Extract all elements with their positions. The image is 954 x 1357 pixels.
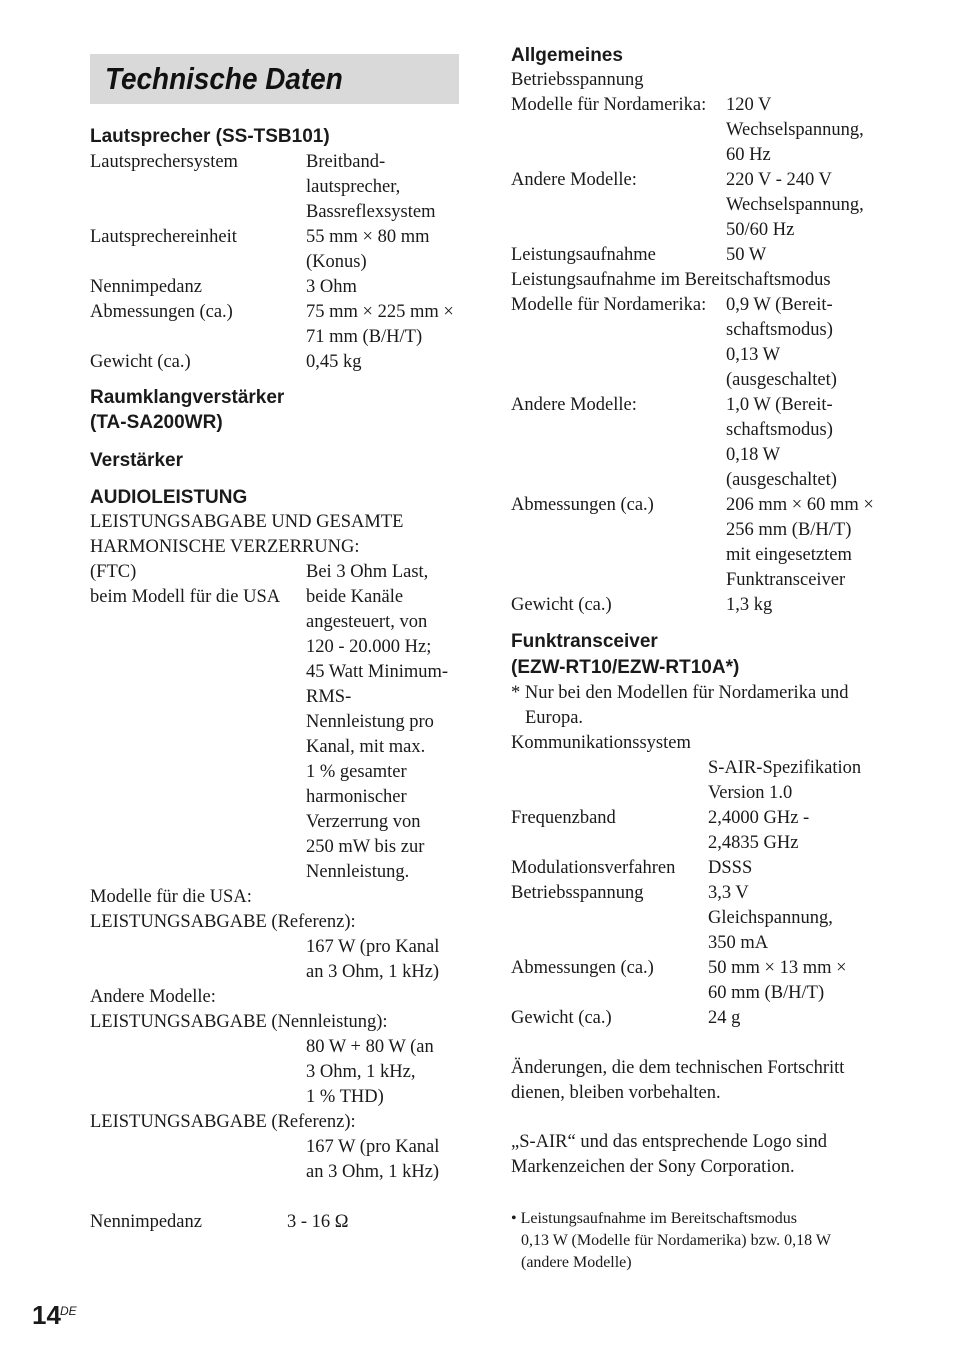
intro-text: HARMONISCHE VERZERRUNG: xyxy=(90,537,360,557)
spec-value: DSSS xyxy=(708,858,753,878)
spec-value: Bei 3 Ohm Last, xyxy=(306,562,429,582)
spec-label: Nennimpedanz xyxy=(90,277,202,297)
sub-heading-verstaerker: Verstärker xyxy=(90,450,183,471)
spec-value: 60 Hz xyxy=(726,145,771,165)
spec-label: Lautsprechereinheit xyxy=(90,227,237,247)
spec-value: 220 V - 240 V xyxy=(726,170,832,190)
spec-value: (ausgeschaltet) xyxy=(726,370,837,390)
spec-value: an 3 Ohm, 1 kHz) xyxy=(306,1162,440,1182)
spec-value: 75 mm × 225 mm × xyxy=(306,302,454,322)
bullet-note: 0,13 W (Modelle für Nordamerika) bzw. 0,18 W xyxy=(521,1232,831,1249)
spec-value: 2,4000 GHz - xyxy=(708,808,810,828)
section-heading-allgemeines: Allgemeines xyxy=(511,45,623,66)
section-heading-raumklang-model: (TA-SA200WR) xyxy=(90,412,223,433)
intro-text: LEISTUNGSABGABE UND GESAMTE xyxy=(90,512,404,532)
spec-value: Version 1.0 xyxy=(708,783,793,803)
spec-value: 1 % gesamter xyxy=(306,762,407,782)
spec-label: Andere Modelle: xyxy=(511,395,637,415)
spec-value: 1,0 W (Bereit- xyxy=(726,395,833,415)
spec-label: Modelle für die USA: xyxy=(90,887,252,907)
spec-value: angesteuert, von xyxy=(306,612,428,632)
spec-value: Nennleistung. xyxy=(306,862,410,882)
spec-label: Abmessungen (ca.) xyxy=(90,302,233,322)
note-changes: dienen, bleiben vorbehalten. xyxy=(511,1083,721,1103)
spec-label: Kommunikationssystem xyxy=(511,733,691,753)
spec-value: Wechselspannung, xyxy=(726,120,864,140)
spec-label: Modelle für Nordamerika: xyxy=(511,95,707,115)
page-number: 14 xyxy=(32,1300,61,1330)
spec-value: 0,18 W xyxy=(726,445,781,465)
spec-value: 60 mm (B/H/T) xyxy=(708,983,825,1003)
spec-value: 50 mm × 13 mm × xyxy=(708,958,847,978)
spec-label: Andere Modelle: xyxy=(511,170,637,190)
bullet-note: (andere Modelle) xyxy=(521,1254,632,1271)
spec-value: 250 mW bis zur xyxy=(306,837,425,857)
spec-value: 1,3 kg xyxy=(726,595,773,615)
spec-label: Abmessungen (ca.) xyxy=(511,958,654,978)
spec-value: 0,9 W (Bereit- xyxy=(726,295,833,315)
spec-value: 167 W (pro Kanal xyxy=(306,937,440,957)
spec-value: (Konus) xyxy=(306,252,367,272)
spec-value: Nennleistung pro xyxy=(306,712,434,732)
spec-value: Verzerrung von xyxy=(306,812,421,832)
spec-label: Modelle für Nordamerika: xyxy=(511,295,707,315)
spec-value: 3,3 V xyxy=(708,883,749,903)
spec-label: Frequenzband xyxy=(511,808,616,828)
spec-value: 1 % THD) xyxy=(306,1087,384,1107)
spec-label: Gewicht (ca.) xyxy=(511,595,612,615)
spec-value: 45 Watt Minimum- xyxy=(306,662,449,682)
spec-value: 2,4835 GHz xyxy=(708,833,799,853)
spec-value: Funktransceiver xyxy=(726,570,846,590)
spec-value: Kanal, mit max. xyxy=(306,737,426,757)
spec-value: 120 V xyxy=(726,95,772,115)
spec-value: 24 g xyxy=(708,1008,741,1028)
spec-value: S-AIR-Spezifikation xyxy=(708,758,862,778)
spec-value: 55 mm × 80 mm xyxy=(306,227,430,247)
spec-label: Gewicht (ca.) xyxy=(511,1008,612,1028)
spec-label: Betriebsspannung xyxy=(511,70,644,90)
spec-value: 71 mm (B/H/T) xyxy=(306,327,423,347)
bullet-note: • Leistungsaufnahme im Bereitschaftsmodus xyxy=(511,1210,797,1227)
spec-value: mit eingesetztem xyxy=(726,545,852,565)
spec-value: 0,45 kg xyxy=(306,352,362,372)
spec-value: 80 W + 80 W (an xyxy=(306,1037,434,1057)
section-heading-funktransceiver-model: (EZW-RT10/EZW-RT10A*) xyxy=(511,657,740,678)
spec-label: Betriebsspannung xyxy=(511,883,644,903)
spec-value: Breitband- xyxy=(306,152,386,172)
spec-label: Lautsprechersystem xyxy=(90,152,238,172)
spec-value: schaftsmodus) xyxy=(726,420,833,440)
section-heading-lautsprecher: Lautsprecher (SS-TSB101) xyxy=(90,126,330,147)
spec-label: Modulationsverfahren xyxy=(511,858,676,878)
sub-heading-audioleistung: AUDIOLEISTUNG xyxy=(90,487,248,508)
title-banner xyxy=(90,54,459,104)
spec-value: (ausgeschaltet) xyxy=(726,470,837,490)
spec-value: 3 Ohm xyxy=(306,277,357,297)
spec-value: 256 mm (B/H/T) xyxy=(726,520,852,540)
spec-label: LEISTUNGSABGABE (Nennleistung): xyxy=(90,1012,388,1032)
note-changes: Änderungen, die dem technischen Fortschritt xyxy=(511,1058,845,1078)
spec-value: 206 mm × 60 mm × xyxy=(726,495,874,515)
page-language: DE xyxy=(60,1304,77,1318)
spec-value: lautsprecher, xyxy=(306,177,401,197)
spec-value: 350 mA xyxy=(708,933,769,953)
spec-label: Leistungsaufnahme xyxy=(511,245,656,265)
footnote-text: * Nur bei den Modellen für Nordamerika und xyxy=(511,683,849,703)
page-title: Technische Daten xyxy=(105,61,343,96)
footnote-text: Europa. xyxy=(525,708,584,728)
spec-label: (FTC) xyxy=(90,562,137,582)
spec-value: 0,13 W xyxy=(726,345,781,365)
spec-value: Gleichspannung, xyxy=(708,908,833,928)
spec-label: LEISTUNGSABGABE (Referenz): xyxy=(90,912,356,932)
spec-value: 3 - 16 Ω xyxy=(287,1212,349,1232)
spec-value: RMS- xyxy=(306,687,352,707)
spec-label: Leistungsaufnahme im Bereitschaftsmodus xyxy=(511,270,831,290)
spec-label: LEISTUNGSABGABE (Referenz): xyxy=(90,1112,356,1132)
spec-value: 50/60 Hz xyxy=(726,220,795,240)
section-heading-funktransceiver: Funktransceiver xyxy=(511,631,658,652)
spec-value: 120 - 20.000 Hz; xyxy=(306,637,432,657)
spec-value: beide Kanäle xyxy=(306,587,404,607)
spec-label: Nennimpedanz xyxy=(90,1212,202,1232)
section-heading-raumklang: Raumklangverstärker xyxy=(90,387,285,408)
spec-value: an 3 Ohm, 1 kHz) xyxy=(306,962,440,982)
spec-label: beim Modell für die USA xyxy=(90,587,281,607)
note-trademark: „S-AIR“ und das entsprechende Logo sind xyxy=(511,1132,827,1152)
spec-label: Abmessungen (ca.) xyxy=(511,495,654,515)
spec-value: Wechselspannung, xyxy=(726,195,864,215)
spec-value: 167 W (pro Kanal xyxy=(306,1137,440,1157)
spec-value: 3 Ohm, 1 kHz, xyxy=(306,1062,416,1082)
spec-label: Andere Modelle: xyxy=(90,987,216,1007)
note-trademark: Markenzeichen der Sony Corporation. xyxy=(511,1157,795,1177)
spec-value: 50 W xyxy=(726,245,767,265)
spec-value: schaftsmodus) xyxy=(726,320,833,340)
spec-label: Gewicht (ca.) xyxy=(90,352,191,372)
spec-value: Bassreflexsystem xyxy=(306,202,436,222)
spec-value: harmonischer xyxy=(306,787,407,807)
